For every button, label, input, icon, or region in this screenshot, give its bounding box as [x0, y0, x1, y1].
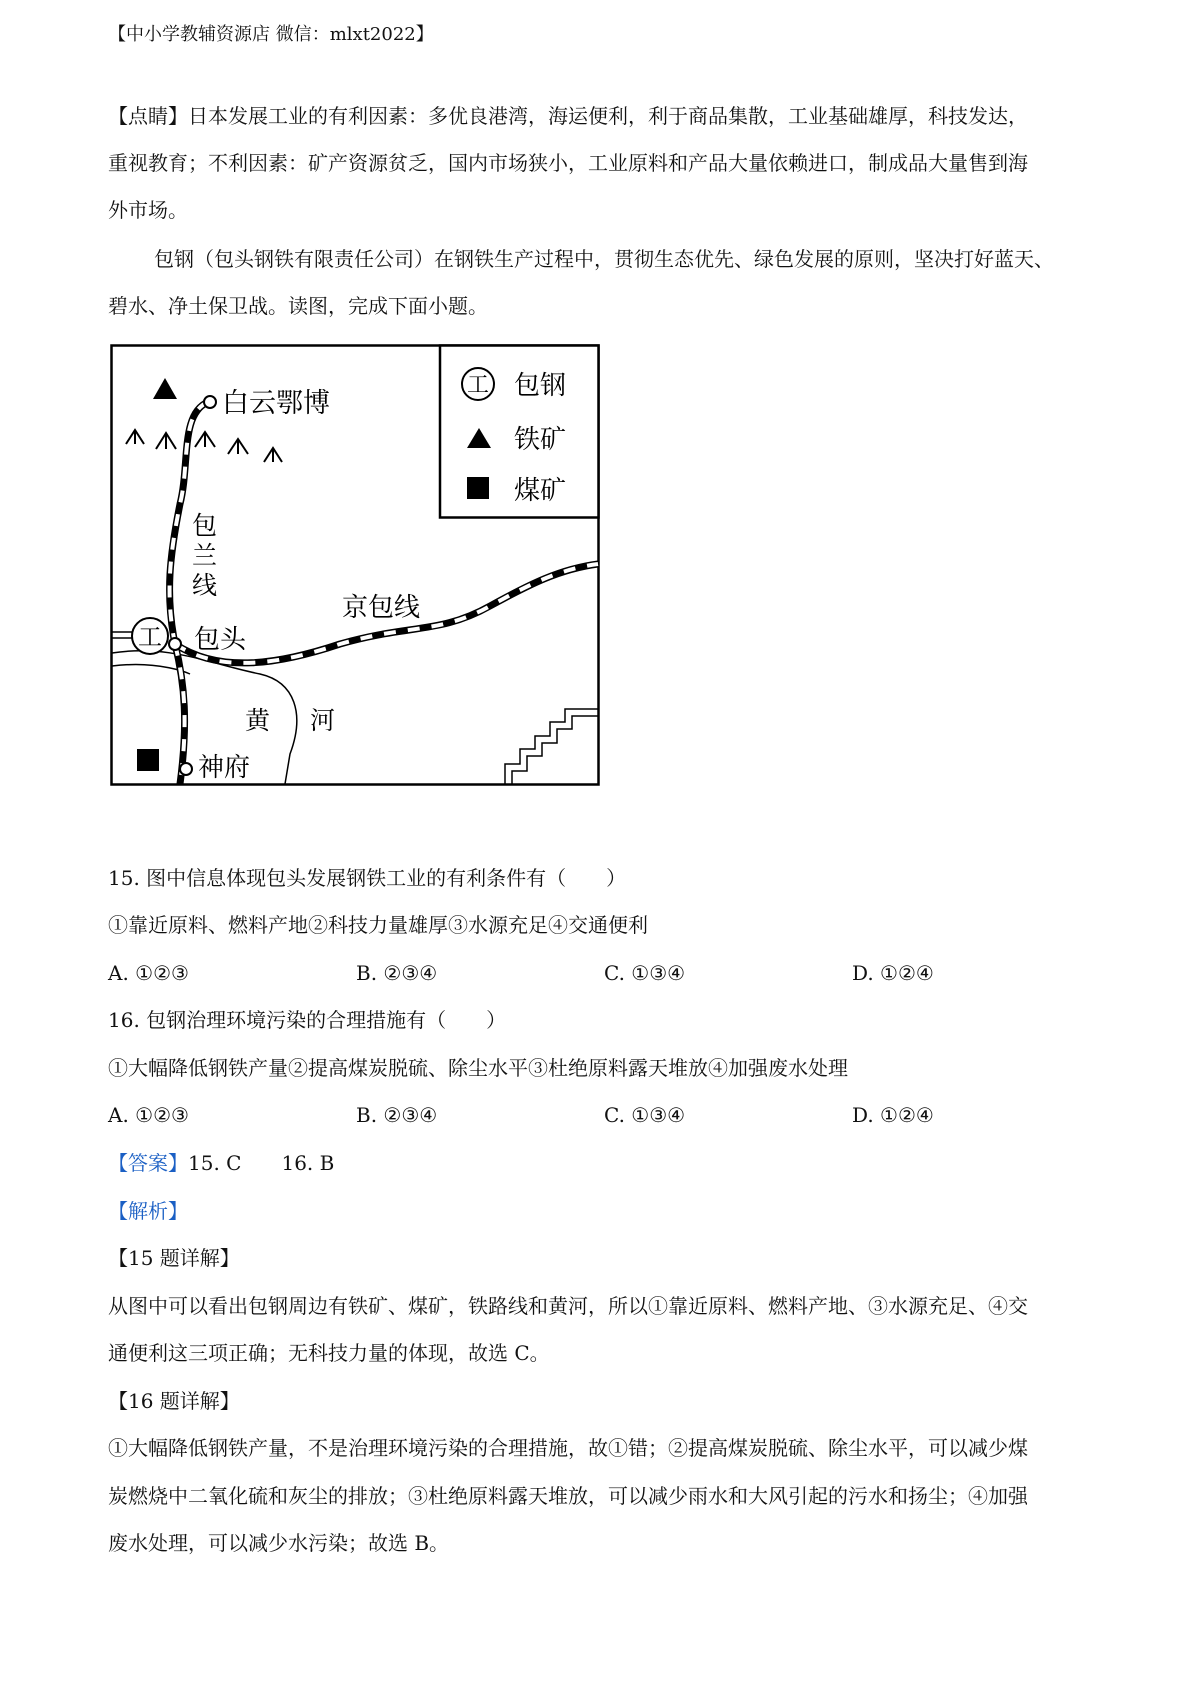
q15-option-c: C. ①③④	[604, 961, 686, 985]
baogang-factory-symbol: 工	[138, 623, 162, 651]
watermark-header: 【中小学教辅资源店 微信：mlxt2022】	[108, 24, 434, 45]
answer-tag: 【答案】	[108, 1151, 188, 1175]
huang-label: 黄	[245, 706, 271, 735]
legend-factory-symbol: 工	[466, 373, 490, 398]
baotou-map	[110, 344, 600, 786]
q16-option-b: B. ②③④	[356, 1103, 438, 1127]
baotou-station-icon	[169, 638, 181, 650]
d15-line-2: 通便利这三项正确；无科技力量的体现，故选 C。	[108, 1341, 550, 1365]
shenfu-station-icon	[180, 763, 192, 775]
d16-line-1: ①大幅降低钢铁产量，不是治理环境污染的合理措施，故①错；②提高煤炭脱硫、除尘水平，可以减少煤	[108, 1436, 1028, 1460]
coal-mine-icon	[137, 749, 159, 771]
answer-line	[108, 1151, 334, 1175]
dianjing-tag: 【点睛】	[108, 104, 188, 128]
answer-text: 15. C 16. B	[188, 1151, 335, 1175]
dianjing-line-2: 重视教育；不利因素：矿产资源贫乏，国内市场狭小，工业原料和产品大量依赖进口，制成品大量售到海	[108, 151, 1028, 175]
q15-option-a: A. ①②③	[108, 961, 189, 985]
he-label: 河	[310, 706, 336, 735]
q15-option-b: B. ②③④	[356, 961, 438, 985]
jingbao-label: 京包线	[342, 593, 421, 623]
d16-line-2: 炭燃烧中二氧化硫和灰尘的排放；③杜绝原料露天堆放，可以减少雨水和大风引起的污水和扬尘；④加强	[108, 1484, 1028, 1508]
dianjing-text-1: 日本发展工业的有利因素：多优良港湾，海运便利，利于商品集散，工业基础雄厚，科技发达，	[188, 104, 1028, 128]
legend-iron-ore-label: 铁矿	[514, 425, 567, 455]
dianjing-line-3: 外市场。	[108, 198, 188, 222]
q15-items: ①靠近原料、燃料产地②科技力量雄厚③水源充足④交通便利	[108, 913, 648, 937]
legend-baogang-label: 包钢	[514, 371, 567, 401]
dianjing-line-1	[108, 104, 1028, 128]
legend-coal-label: 煤矿	[514, 476, 567, 506]
intro-line-1: 包钢（包头钢铁有限责任公司）在钢铁生产过程中，贯彻生态优先、绿色发展的原则，坚决打好蓝天、	[154, 247, 1054, 271]
analysis-tag: 【解析】	[108, 1199, 188, 1223]
q16-items: ①大幅降低钢铁产量②提高煤炭脱硫、除尘水平③杜绝原料露天堆放④加强废水处理	[108, 1056, 848, 1080]
d16-line-3: 废水处理，可以减少水污染；故选 B。	[108, 1531, 450, 1555]
baotou-label: 包头	[194, 625, 247, 655]
q16-option-c: C. ①③④	[604, 1103, 686, 1127]
baiyun-station-icon	[204, 396, 216, 408]
baiyun-label: 白云鄂博	[222, 388, 330, 419]
d16-tag: 【16 题详解】	[108, 1389, 240, 1413]
q15-option-d: D. ①②④	[852, 961, 934, 985]
baolan-label-2: 兰	[192, 541, 218, 570]
shenfu-label: 神府	[198, 753, 251, 783]
d15-tag: 【15 题详解】	[108, 1246, 240, 1270]
q16-option-d: D. ①②④	[852, 1103, 934, 1127]
q16-option-a: A. ①②③	[108, 1103, 189, 1127]
legend-coal-icon	[467, 477, 489, 499]
baolan-label-3: 线	[192, 571, 218, 600]
q16-stem: 16. 包钢治理环境污染的合理措施有（ ）	[108, 1008, 507, 1032]
baolan-label-1: 包	[192, 511, 218, 540]
q15-stem: 15. 图中信息体现包头发展钢铁工业的有利条件有（ ）	[108, 866, 627, 890]
d15-line-1: 从图中可以看出包钢周边有铁矿、煤矿，铁路线和黄河，所以①靠近原料、燃料产地、③水源充足、④交	[108, 1294, 1028, 1318]
intro-line-2: 碧水、净土保卫战。读图，完成下面小题。	[108, 294, 488, 318]
